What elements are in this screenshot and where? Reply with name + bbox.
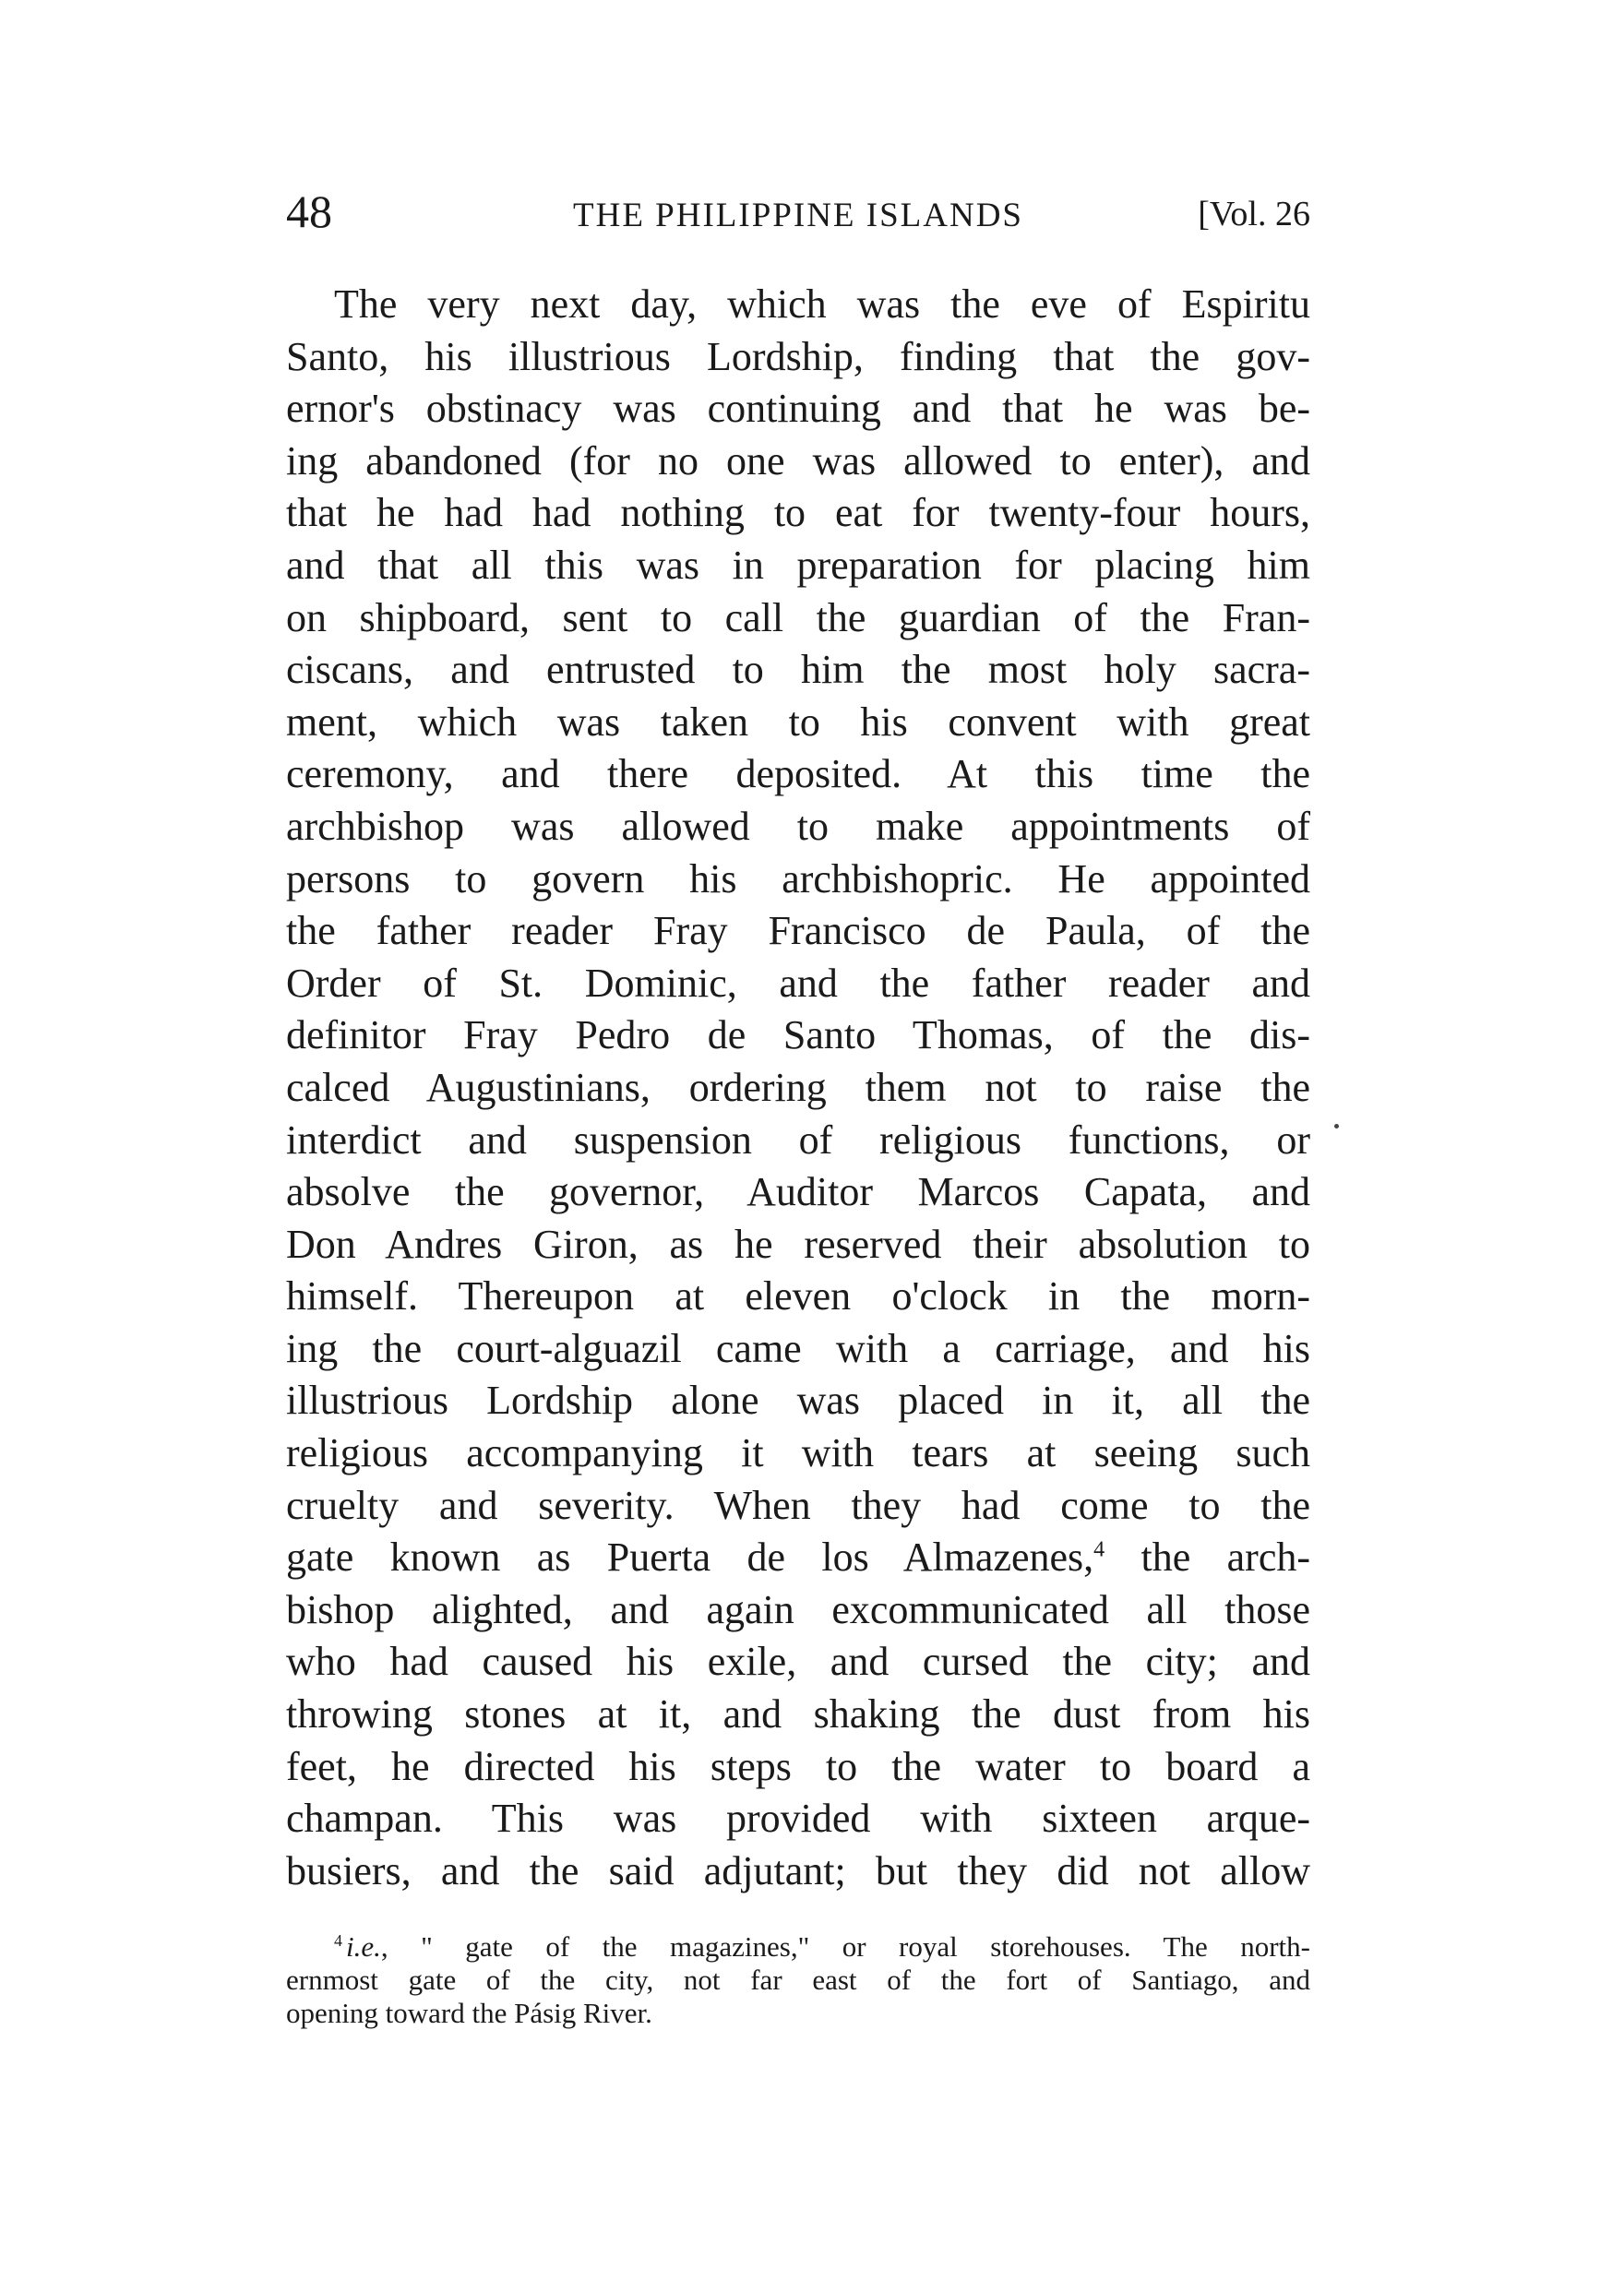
- text-line: calced Augustinians, ordering them not to raise the: [286, 1064, 1310, 1110]
- footnote-line: ernmost gate of the city, not far east of the fort of Santiago, and: [286, 1964, 1310, 1996]
- text-line: persons to govern his archbishopric. He appointed: [286, 855, 1310, 902]
- text-line: on shipboard, sent to call the guardian of the Fran-: [286, 594, 1310, 640]
- text-line: definitor Fray Pedro de Santo Thomas, of the dis-: [286, 1012, 1310, 1058]
- footnote-line: opening toward the Pásig River.: [286, 1997, 652, 2029]
- text-line: ernor's obstinacy was continuing and that he was be-: [286, 386, 1310, 432]
- footnote-reference: 4: [1093, 1537, 1105, 1562]
- text-line: bishop alighted, and again excommunicated all those: [286, 1586, 1310, 1632]
- text-line: absolve the governor, Auditor Marcos Capata, and: [286, 1169, 1310, 1215]
- footnote-abbrev: i.e.: [346, 1930, 381, 1963]
- text-line: busiers, and the said adjutant; but they did not allow: [286, 1847, 1310, 1893]
- text-line: ing abandoned (for no one was allowed to enter), and: [286, 437, 1310, 484]
- footnote-block: [286, 1930, 1310, 2030]
- text-line: ciscans, and entrusted to him the most holy sacra-: [286, 647, 1310, 693]
- footnote-line: [286, 1930, 1310, 1964]
- text-line: and that all this was in preparation for placing him: [286, 542, 1310, 588]
- page-header: [286, 185, 1310, 245]
- text-line: archbishop was allowed to make appointments of: [286, 803, 1310, 849]
- body-text: [286, 279, 1310, 1897]
- text-line: interdict and suspension of religious functions, or: [286, 1117, 1310, 1163]
- text-line: feet, he directed his steps to the water to board a: [286, 1743, 1310, 1789]
- text-line: cruelty and severity. When they had come to the: [286, 1482, 1310, 1528]
- text-line: champan. This was provided with sixteen arque-: [286, 1796, 1310, 1842]
- text-line: ing the court-alguazil came with a carriage, and his: [286, 1325, 1310, 1371]
- text-line: the father reader Fray Francisco de Paula, of the: [286, 908, 1310, 954]
- text-line: that he had had nothing to eat for twenty-four hours,: [286, 490, 1310, 536]
- footnote-marker: 4: [334, 1930, 342, 1950]
- footnote-text: , " gate of the magazines," or royal storehouses. The north-: [380, 1930, 1310, 1963]
- text-line: who had caused his exile, and cursed the city; and: [286, 1639, 1310, 1685]
- page-number: 48: [286, 185, 332, 237]
- text-line-head: gate known as Puerta de los Almazenes,: [286, 1535, 1094, 1581]
- volume-label: [Vol. 26: [1198, 195, 1310, 233]
- text-line: ceremony, and there deposited. At this time the: [286, 751, 1310, 797]
- text-line: illustrious Lordship alone was placed in it, all the: [286, 1378, 1310, 1424]
- text-line: himself. Thereupon at eleven o'clock in the morn-: [286, 1273, 1310, 1320]
- margin-mark: [1334, 1124, 1339, 1129]
- running-title: THE PHILIPPINE ISLANDS: [573, 197, 1023, 234]
- text-line: Order of St. Dominic, and the father reader and: [286, 960, 1310, 1006]
- text-line-with-footnote: [286, 1532, 1310, 1584]
- text-line: Don Andres Giron, as he reserved their absolution to: [286, 1221, 1310, 1267]
- text-line: ment, which was taken to his convent with great: [286, 699, 1310, 745]
- text-line: religious accompanying it with tears at seeing such: [286, 1430, 1310, 1476]
- text-line-tail: the arch-: [1105, 1535, 1310, 1581]
- text-line: Santo, his illustrious Lordship, finding that the gov-: [286, 333, 1310, 379]
- text-line: The very next day, which was the eve of Espiritu: [334, 281, 1310, 327]
- text-line: throwing stones at it, and shaking the dust from his: [286, 1691, 1310, 1738]
